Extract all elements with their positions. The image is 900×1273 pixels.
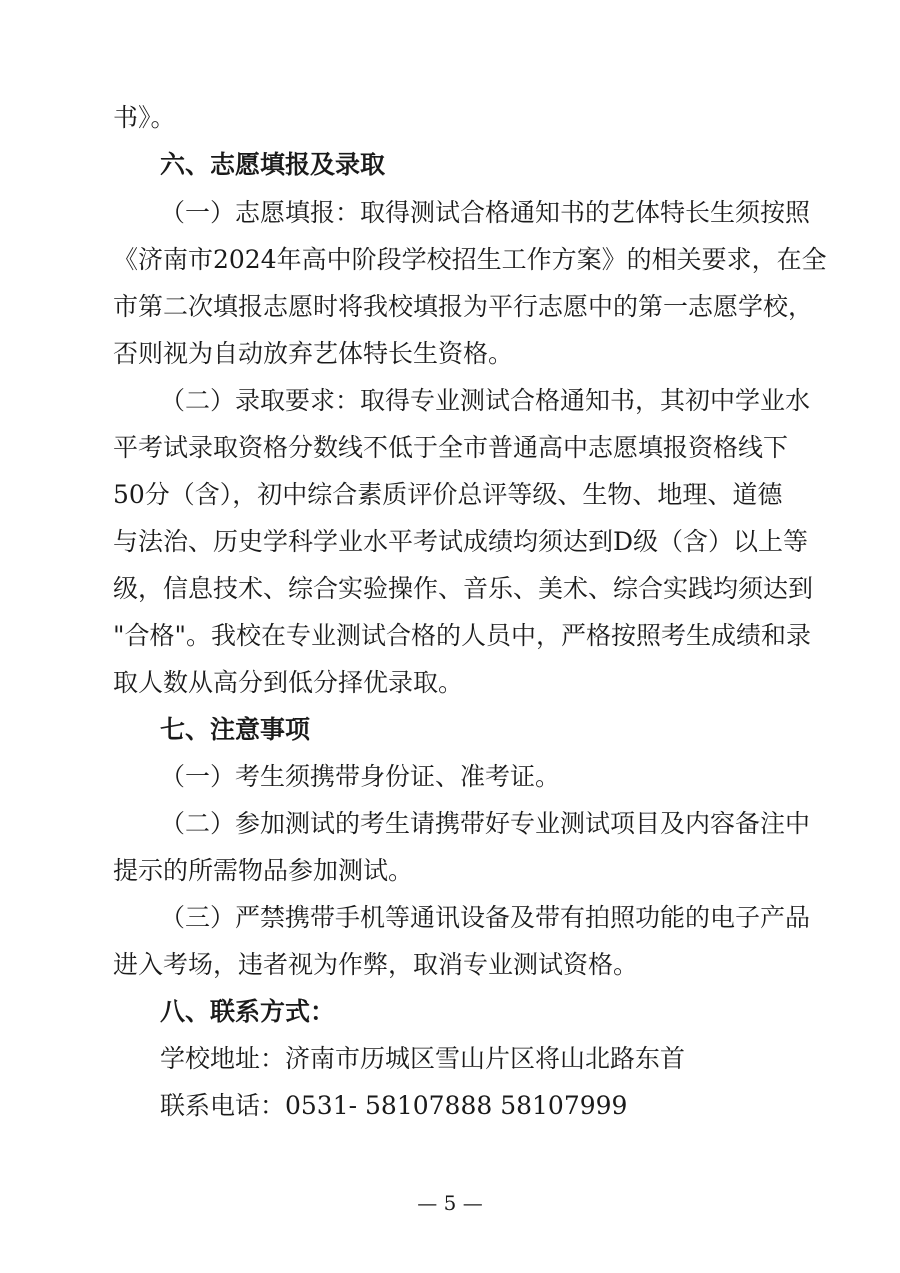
text-line: 进入考场，违者视为作弊，取消专业测试资格。 xyxy=(113,950,639,979)
section-heading-7: 七、注意事项 xyxy=(160,715,311,744)
text-line: 书》。 xyxy=(113,103,176,132)
text-line: 平考试录取资格分数线不低于全市普通高中志愿填报资格线下 xyxy=(113,433,789,462)
text-line: （二）录取要求：取得专业测试合格通知书，其初中学业水 xyxy=(160,386,811,415)
text-line: 提示的所需物品参加测试。 xyxy=(113,856,414,885)
text-line: "合格"。我校在专业测试合格的人员中，严格按照考生成绩和录 xyxy=(113,621,812,650)
section-heading-8: 八、联系方式： xyxy=(160,997,336,1026)
text-line: 级，信息技术、综合实验操作、音乐、美术、综合实践均须达到 xyxy=(113,574,814,603)
text-line: 否则视为自动放弃艺体特长生资格。 xyxy=(113,339,514,368)
section-heading-6: 六、志愿填报及录取 xyxy=(160,150,386,179)
text-line: 取人数从高分到低分择优录取。 xyxy=(113,668,464,697)
text-line: （一）考生须携带身份证、准考证。 xyxy=(160,762,561,791)
text-line: （三）严禁携带手机等通讯设备及带有拍照功能的电子产品 xyxy=(160,903,811,932)
text-line: 50分（含），初中综合素质评价总评等级、生物、地理、道德 xyxy=(113,480,783,509)
contact-phone: 联系电话：0531- 58107888 58107999 xyxy=(160,1091,628,1120)
text-line: （一）志愿填报：取得测试合格通知书的艺体特长生须按照 xyxy=(160,198,811,227)
text-line: 市第二次填报志愿时将我校填报为平行志愿中的第一志愿学校， xyxy=(113,292,814,321)
text-line: 与法治、历史学科学业水平考试成绩均须达到D级（含）以上等 xyxy=(113,527,809,556)
text-line: 《济南市2024年高中阶段学校招生工作方案》的相关要求，在全 xyxy=(113,245,827,274)
text-line: （二）参加测试的考生请携带好专业测试项目及内容备注中 xyxy=(160,809,811,838)
school-address: 学校地址：济南市历城区雪山片区将山北路东首 xyxy=(160,1044,686,1073)
page-number: — 5 — xyxy=(417,1191,483,1215)
